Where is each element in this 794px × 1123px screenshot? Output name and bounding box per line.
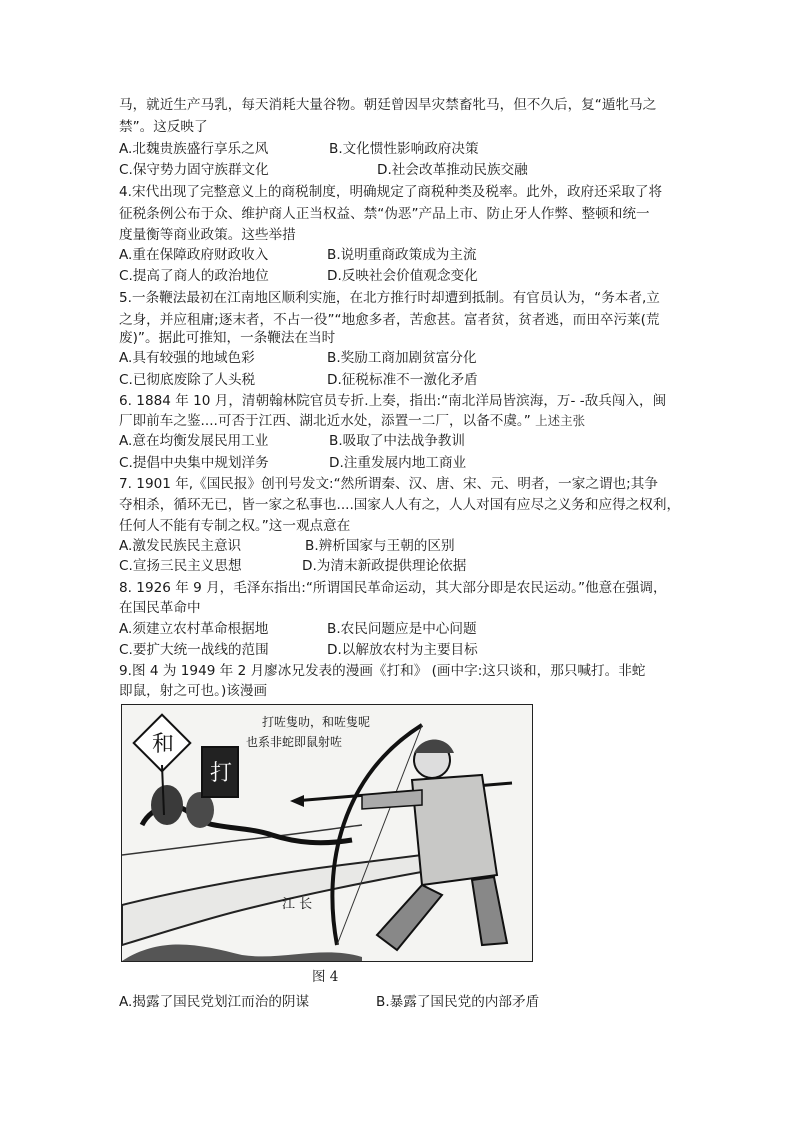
q8-stem-line-2: 在国民革命中 [119, 600, 201, 616]
q6-option-c[interactable]: C.提倡中央集中规划洋务 [119, 455, 269, 471]
q4-stem-line-3: 度量衡等商业政策。这些举措 [119, 227, 296, 243]
q9-stem-line-1: 9.图 4 为 1949 年 2 月廖冰兄发表的漫画《打和》 (画中字:这只谈和，那只喊打。非蛇 [119, 663, 646, 679]
q6-stem-tail: 上述主张 [535, 413, 586, 428]
q6-option-d[interactable]: D.注重发展内地工商业 [329, 455, 467, 471]
q5-option-d[interactable]: D.征税标准不一激化矛盾 [327, 372, 478, 388]
q5-stem-line-1: 5.一条鞭法最初在江南地区顺利实施，在北方推行时却遭到抵制。有官员认为，“务本者,立 [119, 290, 660, 306]
q9-option-b[interactable]: B.暴露了国民党的内部矛盾 [376, 994, 540, 1010]
q7-option-a[interactable]: A.激发民族民主意识 [119, 538, 242, 554]
q8-option-d[interactable]: D.以解放农村为主要目标 [327, 642, 478, 658]
q4-stem-line-2: 征税条例公布于众、维护商人正当权益、禁“伪恶”产品上市、防止牙人作弊、整顿和统一 [119, 206, 650, 222]
q5-option-a[interactable]: A.具有较强的地域色彩 [119, 350, 255, 366]
q4-option-b[interactable]: B.说明重商政策成为主流 [327, 247, 477, 263]
soldier-body [412, 775, 497, 885]
flag-char: 和 [152, 732, 175, 757]
q9-option-a[interactable]: A.揭露了国民党划江而治的阴谋 [119, 994, 310, 1010]
soldier-leg-back [472, 877, 507, 945]
q3-option-a[interactable]: A.北魏贵族盛行享乐之风 [119, 141, 269, 157]
q8-stem-line-1: 8. 1926 年 9 月，毛泽东指出:“所谓国民革命运动，其大部分即是农民运动。”他意在强调， [119, 580, 667, 596]
soldier-arm [362, 790, 422, 809]
q7-stem-line-3: 任何人不能有专制之权。”这一观点意在 [119, 518, 351, 534]
q5-option-c[interactable]: C.已彻底废除了人头税 [119, 372, 256, 388]
q7-option-c[interactable]: C.宣扬三民主义思想 [119, 558, 242, 574]
foreground-rocks [122, 944, 362, 961]
river-label: 江 长 [282, 897, 313, 912]
q6-option-a[interactable]: A.意在均衡发展民用工业 [119, 433, 269, 449]
q4-option-c[interactable]: C.提高了商人的政治地位 [119, 268, 269, 284]
q9-stem-line-2: 即鼠，射之可也。)该漫画 [119, 683, 268, 699]
q8-option-c[interactable]: C.要扩大统一战线的范围 [119, 642, 269, 658]
q8-option-a[interactable]: A.须建立农村革命根据地 [119, 621, 269, 637]
figure-caption: 图 4 [312, 969, 339, 985]
q7-stem-line-1: 7. 1901 年,《国民报》创刊号发文:“然所谓秦、汉、唐、宋、元、明者，一家之谓也;其争 [119, 476, 658, 492]
soldier-helmet [414, 740, 454, 754]
cartoon-figure [121, 704, 533, 962]
q6-stem-line-1: 6. 1884 年 10 月，清朝翰林院官员专折.上奏，指出:“南北洋局皆滨海，万- -敌兵闯入，闽 [119, 393, 667, 409]
q7-stem-line-2: 夺相杀，循环无已，皆一家之私事也....国家人人有之，人人对国有应尽之义务和应得之权利， [119, 497, 681, 513]
q5-stem-line-3: 废)”。据此可推知，一条鞭法在当时 [119, 330, 336, 346]
q5-option-b[interactable]: B.奖励工商加剧贫富分化 [327, 350, 477, 366]
q6-stem-line-2 [119, 411, 585, 431]
q4-option-a[interactable]: A.重在保障政府财政收入 [119, 247, 269, 263]
q6-stem-quote: 厂即前车之鉴....可否于江西、湖北近水处，添置一二厂，以备不虞。” [119, 413, 531, 429]
soldier-leg-front [377, 885, 442, 950]
cartoon-inscription-1: 打咗隻叻，和咗隻呢 [262, 715, 371, 729]
q3-stem-line-2: 禁”。这反映了 [119, 119, 208, 135]
q3-option-d[interactable]: D.社会改革推动民族交融 [377, 162, 528, 178]
figure-head-left [151, 785, 183, 825]
sign-char: 打 [210, 761, 233, 786]
q4-option-d[interactable]: D.反映社会价值观念变化 [327, 268, 478, 284]
arrowhead [290, 795, 304, 807]
q7-option-d[interactable]: D.为清末新政提供理论依据 [302, 558, 467, 574]
q7-option-b[interactable]: B.辨析国家与王朝的区别 [305, 538, 455, 554]
q3-stem-line-1: 马，就近生产马乳，每天消耗大量谷物。朝廷曾因旱灾禁畜牝马，但不久后，复“遁牝马之 [119, 97, 657, 113]
q4-stem-line-1: 4.宋代出现了完整意义上的商税制度，明确规定了商税种类及税率。此外，政府还采取了将 [119, 184, 663, 200]
q3-option-b[interactable]: B.文化惯性影响政府决策 [329, 141, 479, 157]
cartoon-inscription-2: 也系非蛇即鼠射咗 [246, 735, 343, 749]
q3-option-c[interactable]: C.保守势力固守族群文化 [119, 162, 269, 178]
q5-stem-line-2: 之身，并应租庸;逐末者，不占一役”“地愈多者，苦愈甚。富者贫，贫者逃，而田卒污莱(荒 [119, 312, 660, 328]
q6-option-b[interactable]: B.吸取了中法战争教训 [329, 433, 465, 449]
q8-option-b[interactable]: B.农民问题应是中心问题 [327, 621, 477, 637]
